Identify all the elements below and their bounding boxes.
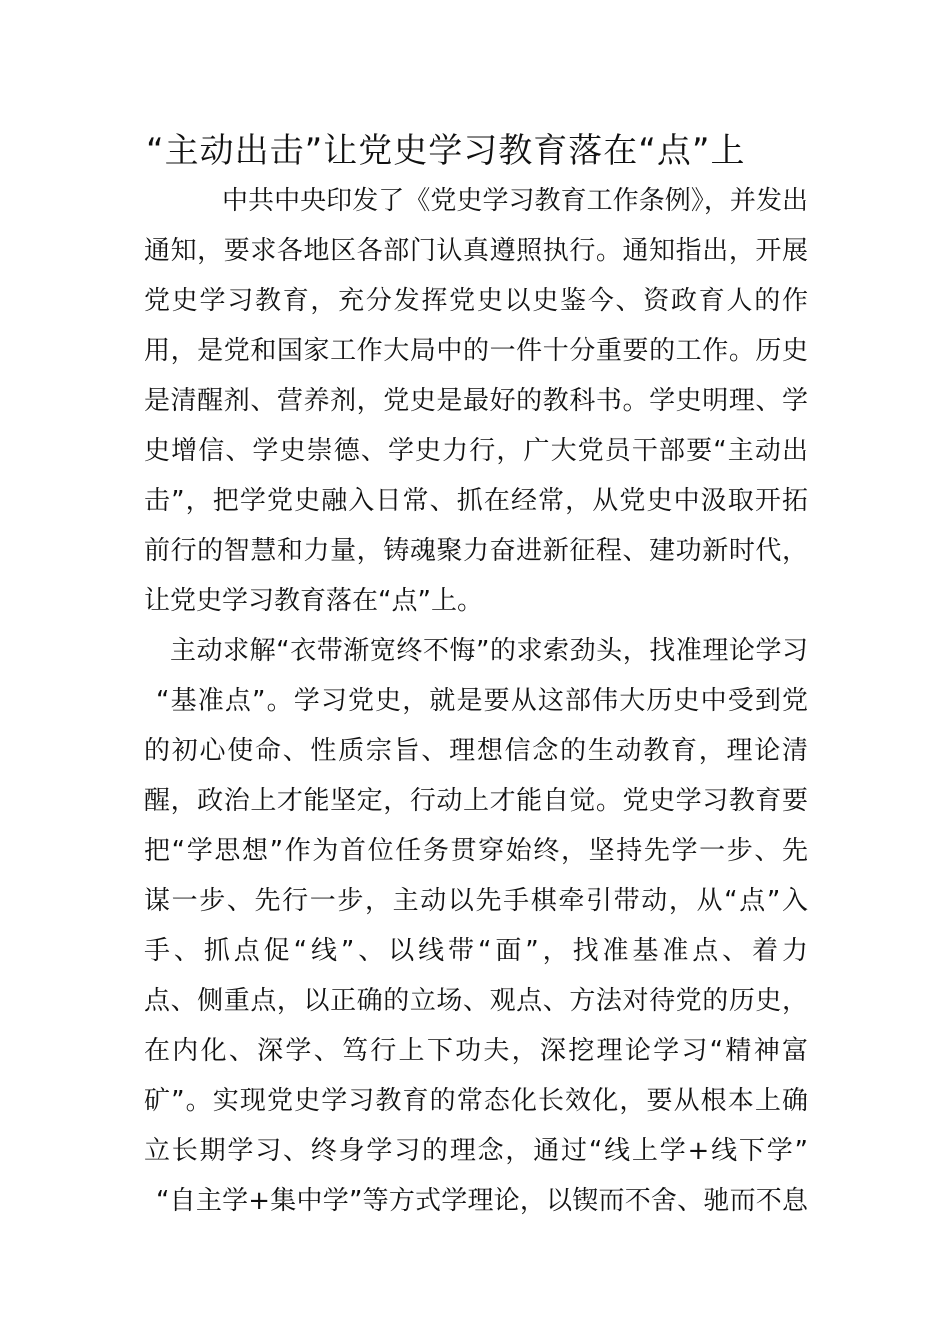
paragraph-1: [144, 176, 808, 626]
text-line: 主动求解“衣带渐宽终不悔”的求索劲头，找准理论学习: [170, 636, 808, 666]
text-line: 在内化、深学、笃行上下功夫，深挖理论学习“精神富: [144, 1036, 808, 1066]
document-title: “主动出击”让党史学习教育落在“点”上: [146, 131, 746, 171]
text-line: 史增信、学史崇德、学史力行，广大党员干部要“主动出: [144, 436, 808, 466]
text-line: 矿”。实现党史学习教育的常态化长效化，要从根本上确: [144, 1086, 808, 1116]
text-line: “自主学+集中学”等方式学理论，以锲而不舍、驰而不息: [156, 1186, 808, 1216]
text-line: 把“学思想”作为首位任务贯穿始终，坚持先学一步、先: [144, 836, 808, 866]
paragraph-2: [144, 626, 808, 1226]
text-line: “基准点”。学习党史，就是要从这部伟大历史中受到党: [156, 686, 808, 716]
text-line: 谋一步、先行一步，主动以先手棋牵引带动，从“点”入: [144, 886, 808, 916]
text-line: 通知，要求各地区各部门认真遵照执行。通知指出，开展: [144, 236, 808, 266]
text-line: 醒，政治上才能坚定，行动上才能自觉。党史学习教育要: [144, 786, 808, 816]
document-body: [144, 176, 808, 1226]
text-line: 是清醒剂、营养剂，党史是最好的教科书。学史明理、学: [144, 386, 808, 416]
text-line: 击”，把学党史融入日常、抓在经常，从党史中汲取开拓: [144, 486, 808, 516]
text-line: 点、侧重点，以正确的立场、观点、方法对待党的历史，: [144, 986, 808, 1016]
text-line: 的初心使命、性质宗旨、理想信念的生动教育，理论清: [144, 736, 808, 766]
text-line: 让党史学习教育落在“点”上。: [144, 586, 483, 616]
text-line: 用，是党和国家工作大局中的一件十分重要的工作。历史: [144, 336, 808, 366]
text-line: 党史学习教育，充分发挥党史以史鉴今、资政育人的作: [144, 286, 808, 316]
text-line: 手、抓点促“线”、以线带“面”，找准基准点、着力: [144, 936, 808, 966]
text-line: 立长期学习、终身学习的理念，通过“线上学+线下学”: [144, 1136, 808, 1166]
text-line: 前行的智慧和力量，铸魂聚力奋进新征程、建功新时代，: [144, 536, 808, 566]
text-line: 中共中央印发了《党史学习教育工作条例》，并发出: [222, 186, 808, 216]
